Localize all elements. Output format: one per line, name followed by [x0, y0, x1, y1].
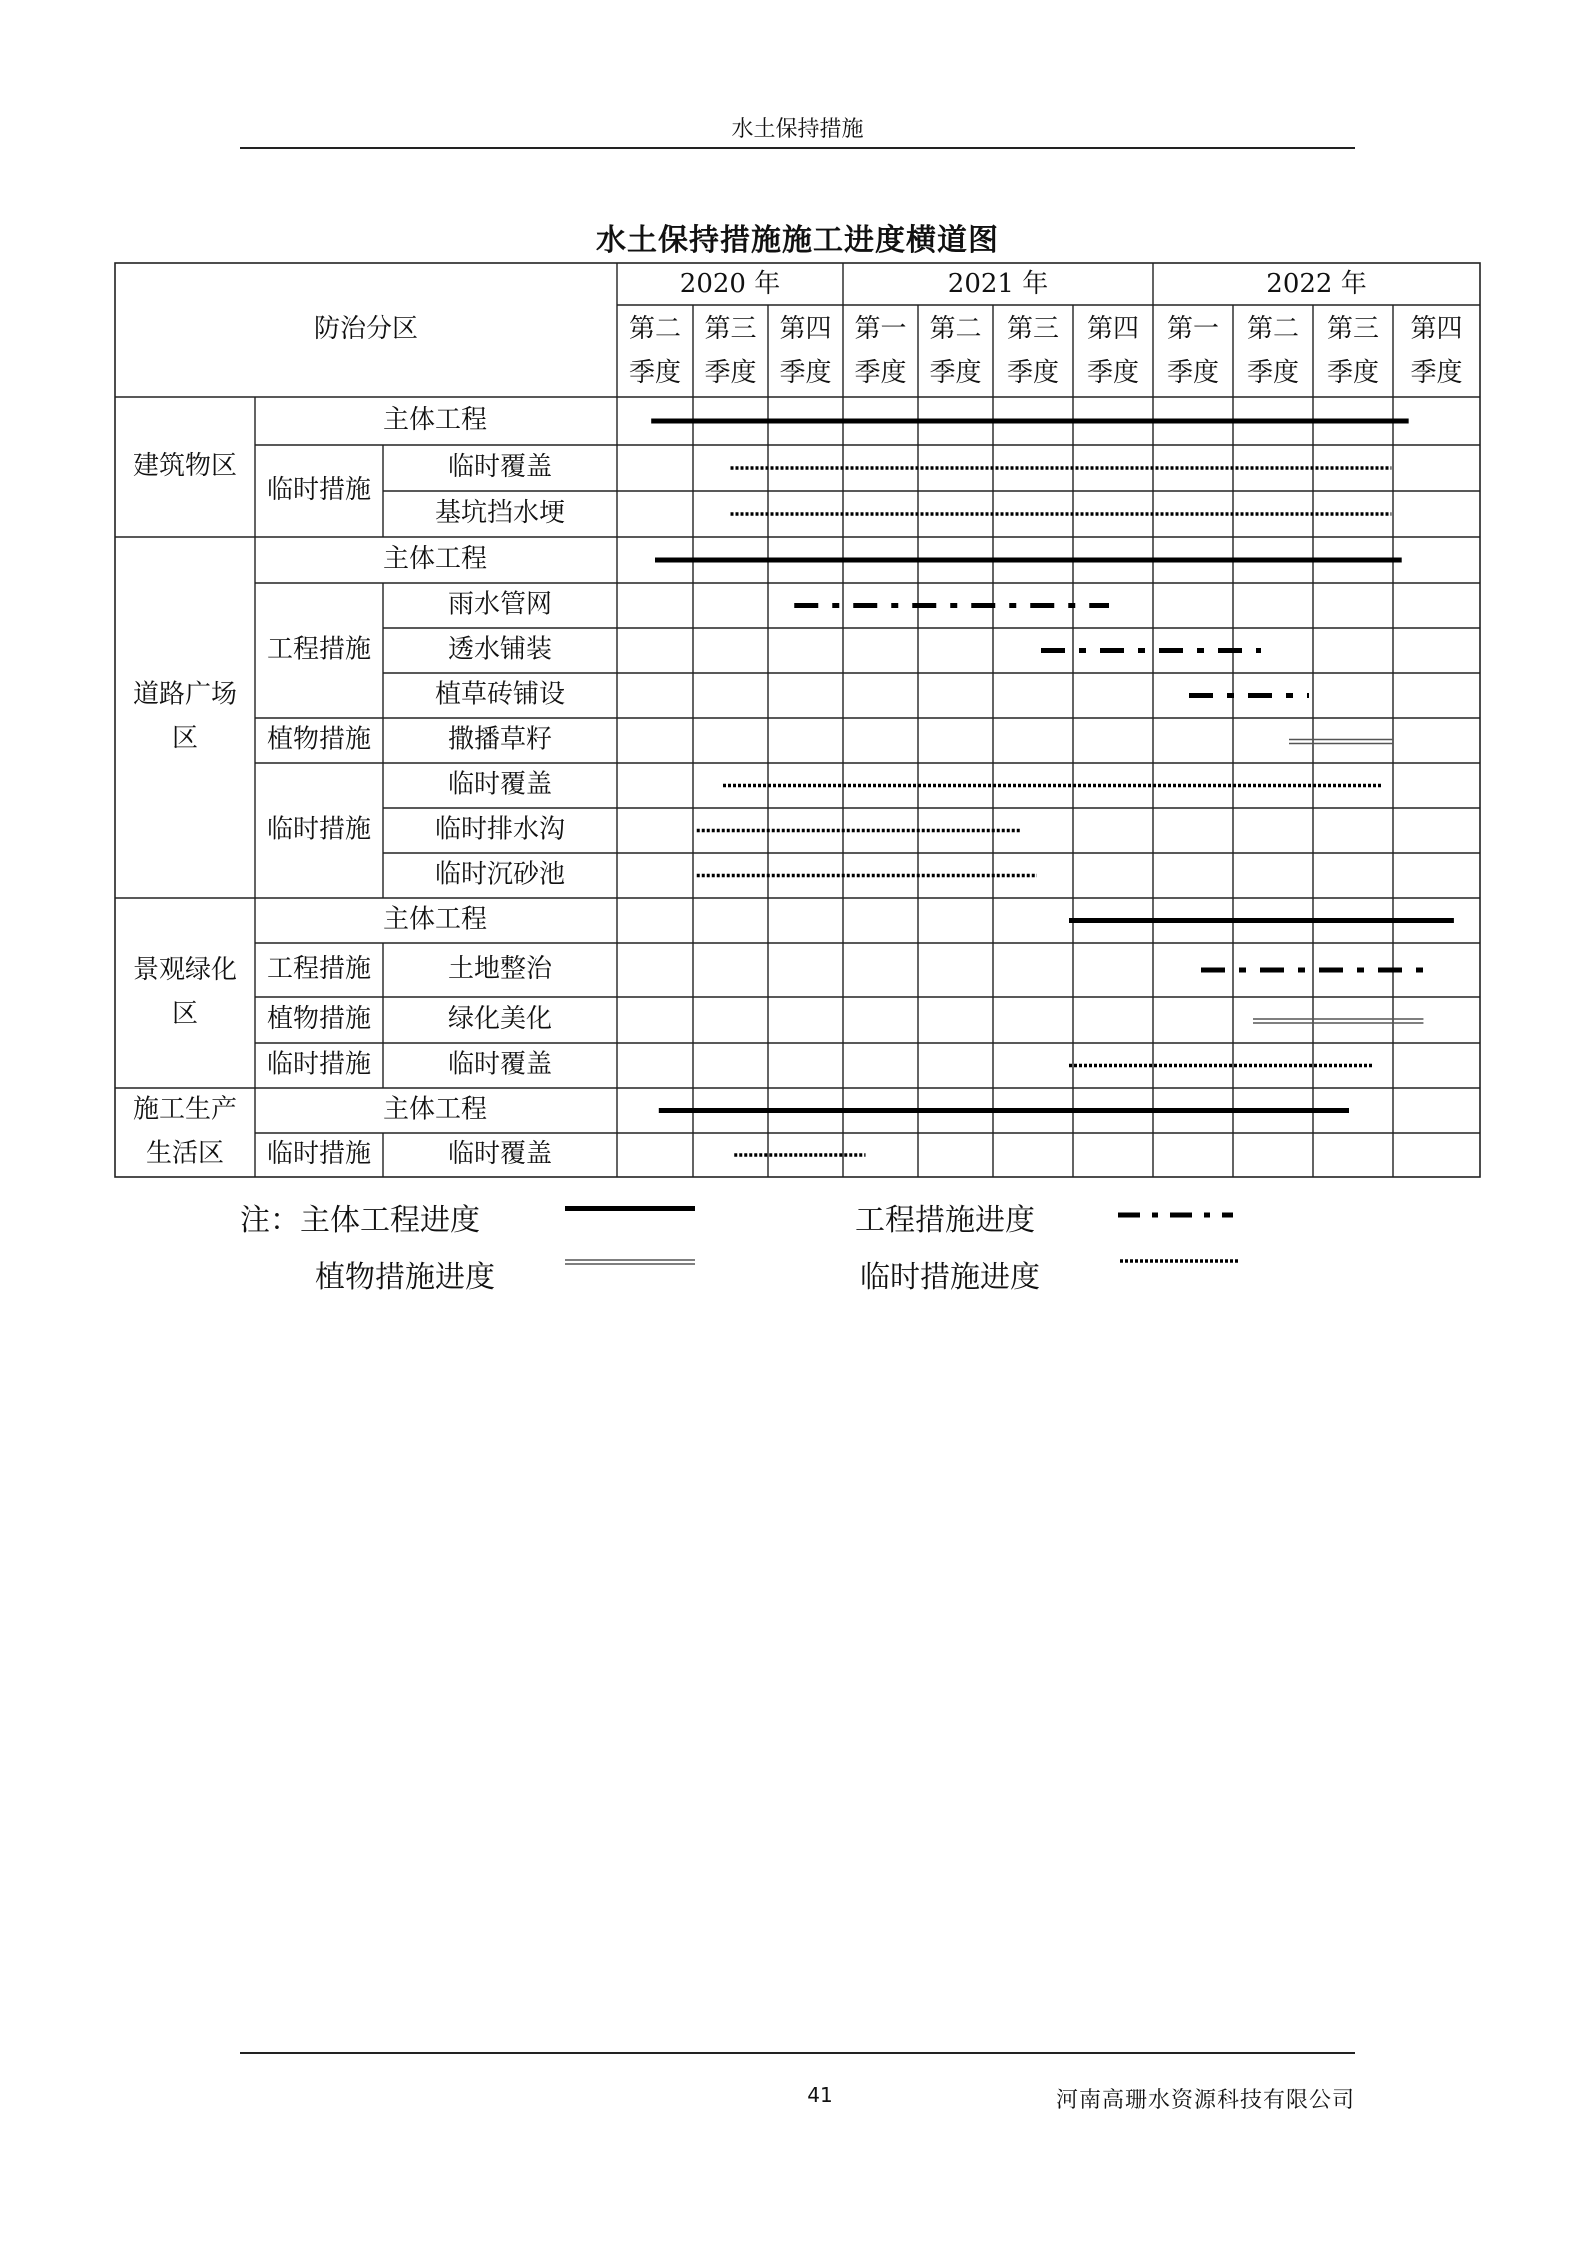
- legend-eng-line: [1118, 1210, 1238, 1220]
- legend-temp-label: 临时措施进度: [860, 1260, 1040, 1295]
- year-header: 2021 年: [947, 269, 1049, 299]
- group-label-main: 主体工程: [382, 1094, 488, 1125]
- zone-label: 道路广场: [132, 679, 238, 710]
- item-label: 临时沉砂池: [434, 859, 566, 890]
- quarter-header-line2: 季度: [628, 358, 682, 388]
- group-label: 植物措施: [266, 1004, 372, 1034]
- zone-label: 建筑物区: [132, 451, 238, 481]
- group-label-main: 主体工程: [382, 405, 488, 435]
- quarter-header-line2: 季度: [929, 358, 982, 388]
- quarter-header-line2: 季度: [854, 358, 907, 388]
- group-label: 工程措施: [266, 634, 372, 665]
- item-label: 临时覆盖: [447, 1139, 553, 1169]
- quarter-header-line1: 第三: [1326, 314, 1380, 344]
- legend-main-line: [565, 1206, 695, 1211]
- item-label: 临时排水沟: [434, 814, 566, 845]
- group-label: 工程措施: [266, 954, 372, 984]
- footer-rule: [240, 2052, 1355, 2054]
- group-label-main: 主体工程: [382, 544, 488, 574]
- zone-label: 施工生产: [132, 1094, 238, 1125]
- quarter-header-line2: 季度: [1166, 358, 1220, 388]
- zone-label: 景观绿化: [132, 955, 238, 985]
- group-label: 植物措施: [266, 724, 372, 755]
- legend-eng-label: 工程措施进度: [855, 1203, 1035, 1238]
- item-label: 透水铺装: [447, 634, 553, 665]
- group-label-main: 主体工程: [382, 904, 488, 935]
- company-name: 河南高珊水资源科技有限公司: [1055, 2088, 1355, 2113]
- group-label: 临时措施: [266, 814, 372, 845]
- quarter-header-line2: 季度: [704, 358, 757, 388]
- page-number: 41: [807, 2083, 833, 2107]
- item-label: 撒播草籽: [447, 724, 553, 755]
- zone-label: 区: [171, 999, 199, 1029]
- legend-main-label: [240, 1195, 480, 1239]
- item-label: 绿化美化: [447, 1004, 553, 1034]
- item-label: 临时覆盖: [447, 1049, 553, 1080]
- table-border: [115, 263, 1480, 1177]
- group-label: 临时措施: [266, 1139, 372, 1169]
- quarter-header-line2: 季度: [779, 358, 832, 388]
- item-label: 基坑挡水埂: [434, 498, 566, 528]
- zone-label: 区: [171, 723, 199, 754]
- legend-note-prefix: 注：: [240, 1203, 300, 1238]
- item-label: 土地整治: [447, 954, 553, 984]
- quarter-header-line2: 季度: [1086, 358, 1140, 388]
- quarter-header-line1: 第二: [1246, 314, 1300, 344]
- group-label: 临时措施: [266, 475, 372, 505]
- item-label: 植草砖铺设: [434, 679, 566, 710]
- quarter-header-line2: 季度: [1246, 358, 1300, 388]
- document-title: 水土保持措施施工进度横道图: [596, 223, 999, 258]
- quarter-header-line1: 第三: [704, 314, 757, 344]
- running-header: 水土保持措施: [731, 117, 864, 142]
- item-label: 雨水管网: [447, 589, 553, 620]
- quarter-header-line1: 第一: [1166, 314, 1220, 344]
- legend-main-text: 主体工程进度: [300, 1203, 480, 1238]
- year-header: 2020 年: [679, 269, 781, 299]
- item-label: 临时覆盖: [447, 769, 553, 800]
- corner-label: 防治分区: [313, 314, 419, 344]
- quarter-header-line1: 第四: [1410, 314, 1463, 344]
- legend-veg-line: [565, 1258, 695, 1268]
- quarter-header-line1: 第三: [1006, 314, 1060, 344]
- quarter-header-line1: 第四: [779, 314, 832, 344]
- zone-label: 生活区: [145, 1138, 225, 1169]
- quarter-header-line2: 季度: [1326, 358, 1380, 388]
- quarter-header-line1: 第二: [929, 314, 982, 344]
- quarter-header-line1: 第四: [1086, 314, 1140, 344]
- item-label: 临时覆盖: [447, 452, 553, 482]
- group-label: 临时措施: [266, 1049, 372, 1080]
- quarter-header-line2: 季度: [1006, 358, 1060, 388]
- legend-veg-label: 植物措施进度: [315, 1260, 495, 1295]
- quarter-header-line1: 第二: [628, 314, 682, 344]
- quarter-header-line2: 季度: [1410, 358, 1463, 388]
- year-header: 2022 年: [1266, 269, 1367, 299]
- quarter-header-line1: 第一: [854, 314, 907, 344]
- legend-temp-line: [1120, 1257, 1240, 1265]
